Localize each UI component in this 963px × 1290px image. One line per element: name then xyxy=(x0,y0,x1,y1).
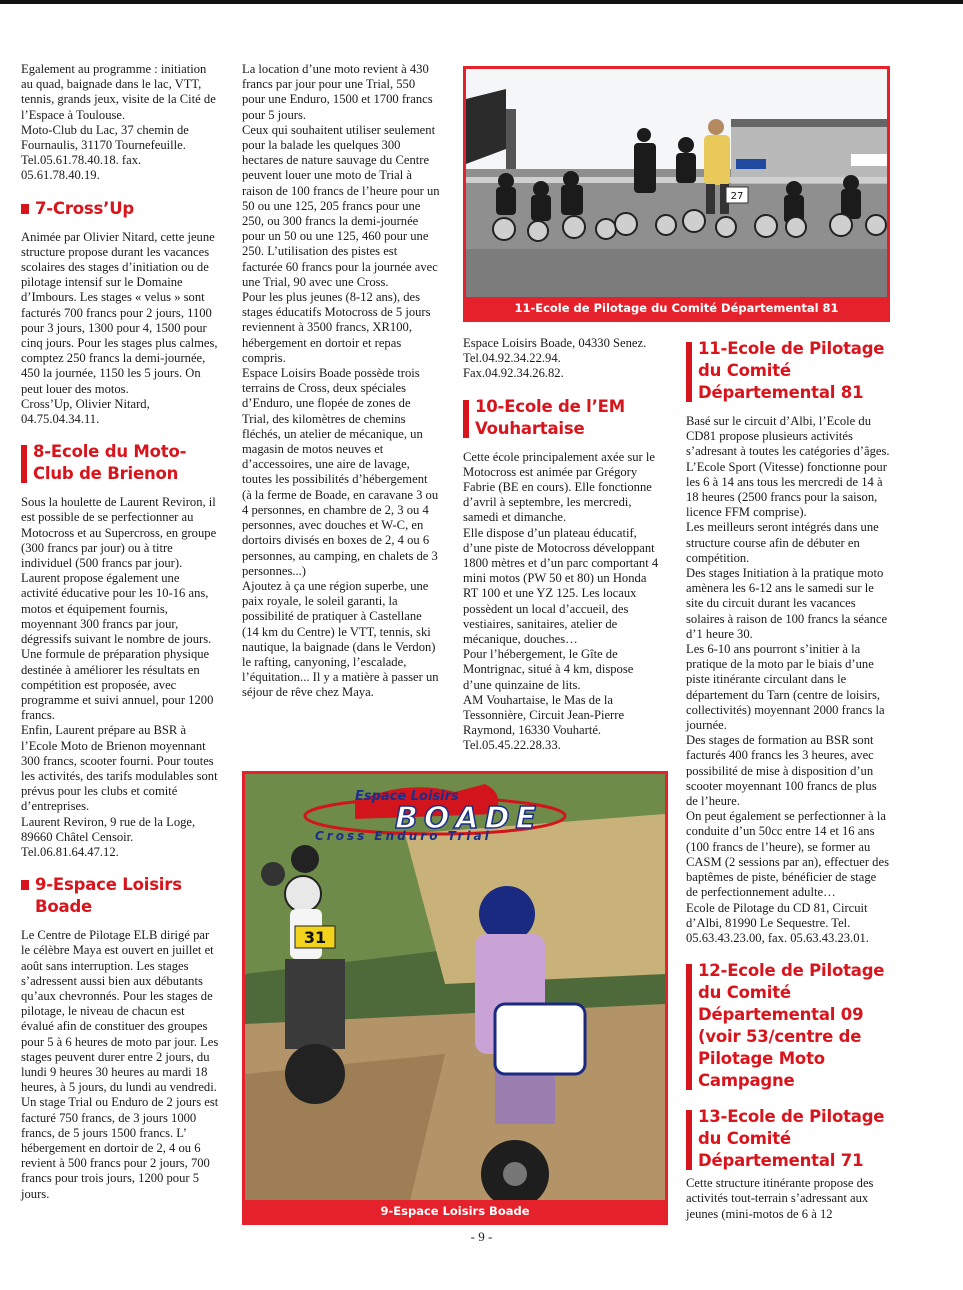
heading-bar-icon xyxy=(686,964,692,1090)
page-number: - 9 - xyxy=(470,1229,493,1244)
paragraph: Sous la houlette de Laurent Reviron, il est possible de se perfectionner au Motocross et au Supercross, en groupe (300 francs par jour) ou à titre individuel (500 francs par jour). Laurent propose également une activité éducative pour les 10-16 ans, motos et équipement fournis, moyennant 300 francs par jour, dégressifs suivant le nombre de jours. xyxy=(21,495,217,647)
section-title: 8-Ecole du Moto-Club de Brienon xyxy=(33,442,187,484)
section-heading-11 xyxy=(686,338,890,404)
paragraph: Basé sur le circuit d’Albi, l’Ecole du CD81 propose plusieurs activités s’adresant à toutes les catégories d’âges. L’Ecole Sport (Vitesse) fonctionne pour les 6 à 14 ans tous les mercredi de 14 à 18 heures (2500 francs pour la saison, licence FFM comprise). xyxy=(686,414,890,520)
heading-bar-icon xyxy=(21,445,27,483)
column-3 xyxy=(463,336,663,754)
heading-marker-icon xyxy=(21,204,29,214)
logo-line-1: Espace Loisirs xyxy=(355,789,459,804)
paragraph: Elle dispose d’un plateau éducatif, d’une piste de Motocross développant 1800 mètres et d’un parc comportant 4 mini motos (PW 50 et 80) un Honda RT 100 et une YZ 125. Les locaux possèdent un local d’accueil, des vestiaires, sanitaires, atelier de mécanique, douches… xyxy=(463,525,659,647)
paragraph: Pour l’hébergement, le Gîte de Montrignac, situé à 4 km, dispose d’une quinzaine de lits. xyxy=(463,647,634,692)
heading-marker-icon xyxy=(21,880,29,890)
paragraph: Des stages Initiation à la pratique moto amènera les 6-12 ans le samedi sur le site du circuit durant les vacances solaires à raison de 100 francs la séance d’1 heure 30. xyxy=(686,566,888,641)
paragraph: La location d’une moto revient à 430 francs par jour pour une Trial, 550 pour une Enduro, 1500 et 1700 francs pour 5 jours. xyxy=(242,62,433,122)
paragraph: Laurent Reviron, 9 rue de la Loge, 89660 Châtel Censoir. Tel.06.81.64.47.12. xyxy=(21,814,196,859)
paragraph: Ceux qui souhaitent utiliser seulement pour la balade les quelques 300 hectares de nature sauvage du Centre peuvent louer une moto de Trial à raison de 100 francs de l’heure pour un 50 ou une 125, 205 francs pour une 250, ou 300 francs la demi-journée pour un 50 ou une 125, 460 pour une 250. L’utilisation des pistes est facturée 60 francs pour la journée avec une Trial, 90 avec une Cross. xyxy=(242,122,440,289)
paragraph: Egalement au programme : initiation au quad, baignade dans le lac, VTT, tennis, grands jeux, visite de la Cité de l’Espace à Toulouse. xyxy=(21,62,216,122)
section-title: 9-Espace Loisirs Boade xyxy=(35,875,182,917)
paragraph: Des stages de formation au BSR sont facturés 400 francs les 3 heures, avec possibilité de mise à disposition d’un scooter moyennant 100 francs de plus de l’heure. xyxy=(686,733,877,809)
paragraph: Cette structure itinérante propose des activités tout-terrain s’adressant aux jeunes (mini-motos de 6 à 12 xyxy=(686,1176,874,1221)
section-heading-8 xyxy=(21,441,219,485)
column-2 xyxy=(242,62,440,701)
paragraph: Cross’Up, Olivier Nitard, 04.75.04.34.11. xyxy=(21,396,150,427)
paragraph: On peut également se perfectionner à la conduite d’un 50cc entre 14 et 16 ans (100 francs de l’heure), se former au CASM (2 sessions par an), effectuer des baptêmes de piste, bénéficier de stage de perfectionnement adulte… xyxy=(686,809,889,900)
paragraph: Les 6-10 ans pourront s’initier à la pratique de la moto par le biais d’une piste itinérante circulant dans le département du Tarn (centre de loisirs, collectivités) moyennant 2000 francs la journée. xyxy=(686,642,885,733)
paragraph: Animée par Olivier Nitard, cette jeune structure propose durant les vacances scolaires des stages d’initiation ou de pilotage intensif sur le Domaine d’Imbours. Les stages « velus » sont facturés 700 francs pour 2 jours, 1100 pour 3 jours, 1300 pour 4, 1500 pour cinq jours. Pour les stages plus calmes, comptez 250 francs la demi-journée, 450 la journée, 1150 les 5 jours. On peut louer des motos. xyxy=(21,229,218,396)
paragraph: Moto-Club du Lac, 37 chemin de Fournaulis, 31170 Tournefeuille. Tel.05.61.78.40.18. fax. 05.61.78.40.19. xyxy=(21,122,189,183)
paragraph: Les meilleurs seront intégrés dans une structure course afin de débuter en compétition. xyxy=(686,520,879,565)
logo-line-2: BOADE xyxy=(395,801,542,836)
column-4 xyxy=(686,338,890,1222)
logo-line-3: Cross Enduro Trial xyxy=(315,829,492,843)
section-title: 7-Cross’Up xyxy=(35,198,135,218)
section-title: 13-Ecole de Pilotage du Comité Départemental 71 xyxy=(698,1107,885,1171)
paragraph: Espace Loisirs Boade possède trois terrains de Cross, deux spéciales d’Enduro, une flopée de zones de Trial, des kilomètres de chemins fléchés, un atelier de mécanique, un magasin de motos neuves et d’accessoires, une aire de lavage, toutes les possibilités d’hébergement (à la ferme de Boade, en caravane 3 ou 4 personnes, en chambre de 2, 3 ou 4 personnes, avec douches et W-C, en dortoirs divisés en boxes de 2, 4 ou 6 personnes, au camping, en chalets de 3 personnes...) xyxy=(242,366,439,578)
photo-school-group-image xyxy=(466,69,887,319)
section-heading-10 xyxy=(463,396,663,440)
section-title: 12-Ecole de Pilotage du Comité Départemental 09 (voir 53/centre de Pilotage Moto Campagne xyxy=(698,961,885,1091)
paragraph: Le Centre de Pilotage ELB dirigé par le célèbre Maya est ouvert en juillet et août sans interruption. Les stages s’adressent aussi bien aux débutants qu’aux chevronnés. Pour les stages de pilotage, le niveau de chacun est évalué afin de constituer des groupes pour 5 à 6 heures de moto par jour. Les stages peuvent durer entre 2 jours, du lundi 9 heures 30 heures au mardi 18 heures, à 5 jours, du lundi au vendredi. Un stage Trial ou Enduro de 2 jours est facturé 750 francs, de 3 jours 1000 francs, de 5 jours 1500 francs. L’ hébergement en dortoir de 2, 4 ou 6 revient à 500 francs pour 2 jours, 700 francs pour trois jours, 1200 pour 5 jours. xyxy=(21,928,219,1201)
photo-boade xyxy=(242,771,668,1225)
heading-bar-icon xyxy=(686,1110,692,1170)
photo-number-plate: 27 xyxy=(730,191,744,202)
paragraph: AM Vouhartaise, le Mas de la Tessonnière, Circuit Jean-Pierre Raymond, 16330 Vouharté. Tel.05.45.22.28.33. xyxy=(463,692,625,753)
photo-caption: 9-Espace Loisirs Boade xyxy=(245,1200,665,1222)
paragraph: Cette école principalement axée sur le Motocross est animée par Grégory Fabrie (BE en cours). Elle fonctionne d’avril à septembre, les mercredi, samedi et dimanche. xyxy=(463,449,655,525)
paragraph: Pour les plus jeunes (8-12 ans), des stages éducatifs Motocross de 5 jours reviennent à 3500 francs, XR100, hébergement en dortoir et repas compris. xyxy=(242,290,431,365)
section-title: 10-Ecole de l’EM Vouhartaise xyxy=(475,396,625,438)
section-heading-7 xyxy=(21,198,219,220)
paragraph: Ajoutez à ça une région superbe, une paix royale, le soleil garanti, la possibilité de pratiquer à Castellane (14 km du Centre) le VTT, tennis, ski nautique, la baignade (dans le Verdon) le rafting, canyoning, l’escalade, l’équitation... Il y a matière à passer un séjour de rêve chez Maya. xyxy=(242,578,439,700)
section-heading-13 xyxy=(686,1106,890,1172)
column-1 xyxy=(21,62,219,1202)
heading-bar-icon xyxy=(463,400,469,438)
paragraph: Espace Loisirs Boade, 04330 Senez. Tel.04.92.34.22.94. Fax.04.92.34.26.82. xyxy=(463,336,647,381)
paragraph: Enfin, Laurent prépare au BSR à l’Ecole Moto de Brienon moyennant 300 francs, scooter fourni. Pour toutes les activités, des tarifs modulables sont prévus pour les clubs et comité d’entreprises. xyxy=(21,723,218,814)
photo-school-group xyxy=(463,66,890,322)
section-heading-9 xyxy=(21,874,219,918)
paragraph: Une formule de préparation physique destinée à améliorer les résultats en compétition est proposée, avec programme et suivi annuel, pour 1200 francs. xyxy=(21,647,214,723)
photo-caption: 11-Ecole de Pilotage du Comité Départemental 81 xyxy=(466,297,887,319)
rider-number: 31 xyxy=(303,928,327,947)
top-rule xyxy=(0,0,963,4)
section-title: 11-Ecole de Pilotage du Comité Départemental 81 xyxy=(698,339,885,402)
photo-boade-image xyxy=(245,774,665,1222)
section-heading-12 xyxy=(686,960,890,1092)
heading-bar-icon xyxy=(686,342,692,402)
paragraph: Ecole de Pilotage du CD 81, Circuit d’Albi, 81990 Le Sequestre. Tel. 05.63.43.23.00, fax. 05.63.43.23.01. xyxy=(686,900,869,945)
